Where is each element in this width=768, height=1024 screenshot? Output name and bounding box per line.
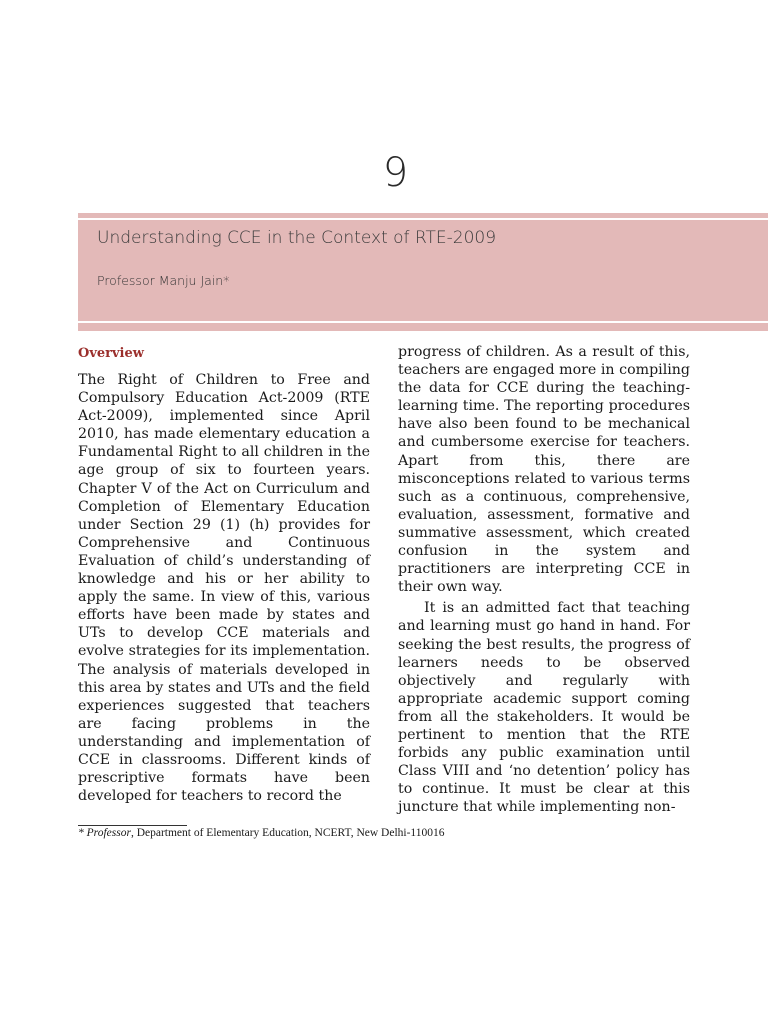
- footnote-marker: * Professor: [78, 827, 131, 839]
- title-band-top-rule: [78, 218, 768, 220]
- body-paragraph: progress of children. As a result of this, teachers are engaged more in compiling the data for CCE during the teaching-learning time. The reporting procedures have also been found to be mechanical and cumbersome exercise for teachers. Apart from this, there are misconceptions related to various terms such as a continuous, comprehensive, evaluation, assessment, formative and summative assessment, which created confusion in the system and practitioners are interpreting CCE in their own way.: [398, 344, 690, 596]
- body-paragraph: It is an admitted fact that teaching and learning must go hand in hand. For seeking the best results, the progress of learners needs to be observed objectively and regularly with appropriate academic support coming from all the stakeholders. It would be pertinent to mention that the RTE forbids any public examination until Class VIII and ‘no detention’ policy has to continue. It must be clear at this juncture that while implementing non-: [398, 600, 690, 816]
- footnote-text: , Department of Elementary Education, NCERT, New Delhi-110016: [130, 827, 445, 839]
- body-paragraph: The Right of Children to Free and Compulsory Education Act-2009 (RTE Act-2009), implemented since April 2010, has made elementary education a Fundamental Right to all children in the age group of six to fourteen years. Chapter V of the Act on Curriculum and Completion of Elementary Education under Section 29 (1) (h) provides for Comprehensive and Continuous Evaluation of child’s understanding of knowledge and his or her ability to apply the same. In view of this, various efforts have been made by states and UTs to develop CCE materials and evolve strategies for its implementation. The analysis of materials developed in this area by states and UTs and the field experiences suggested that teachers are facing problems in the understanding and implementation of CCE in classrooms. Different kinds of prescriptive formats have been developed for teachers to record the: [78, 372, 370, 805]
- title-band-bottom-rule: [78, 321, 768, 323]
- footnote: [78, 827, 445, 839]
- section-heading: Overview: [78, 346, 144, 361]
- chapter-author: Professor Manju Jain*: [97, 273, 230, 288]
- footnote-rule: [78, 825, 187, 826]
- body-column-left: [78, 371, 370, 805]
- chapter-number: 9: [382, 150, 410, 196]
- chapter-title: Understanding CCE in the Context of RTE-2009: [97, 228, 497, 248]
- body-column-right: [398, 343, 690, 816]
